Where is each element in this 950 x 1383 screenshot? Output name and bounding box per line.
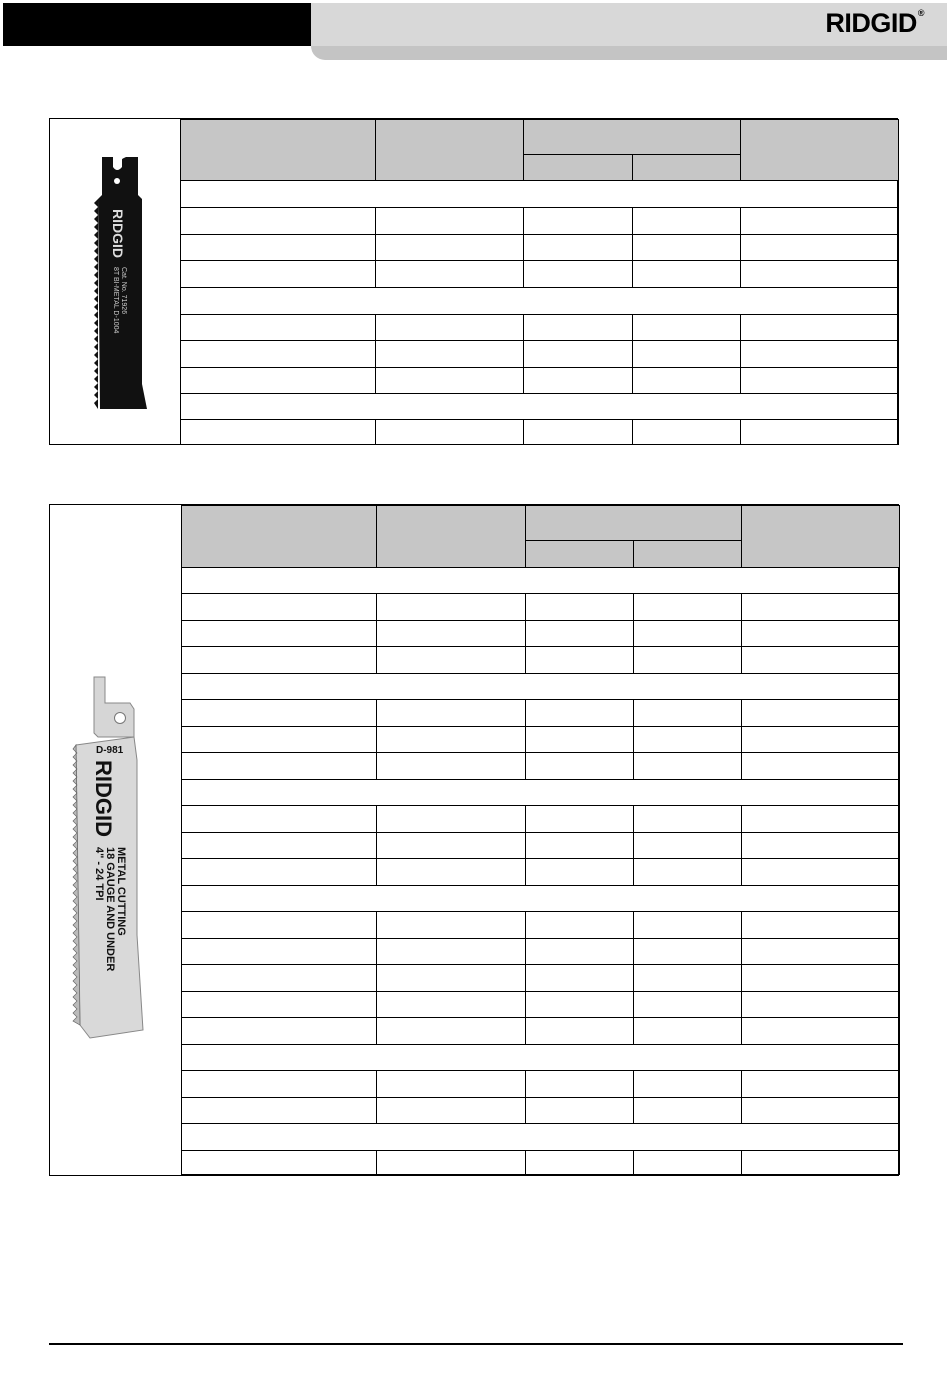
header-row <box>182 506 900 541</box>
table-row <box>182 1098 900 1124</box>
table-row <box>182 939 900 965</box>
table-row <box>182 1151 900 1175</box>
header-subcell <box>633 155 741 181</box>
section-row <box>181 288 899 315</box>
table-row <box>182 859 900 886</box>
brand-logo <box>825 8 924 39</box>
section-row <box>182 674 900 700</box>
header-black-bar <box>3 3 311 46</box>
table-row <box>181 341 899 368</box>
table-row <box>182 992 900 1018</box>
section-row <box>182 1124 900 1151</box>
table-row <box>181 315 899 341</box>
section-row <box>182 780 900 806</box>
table-row <box>182 753 900 780</box>
blade2-text-line-3: 4" - 24 TPI <box>93 847 105 901</box>
table-row <box>181 261 899 288</box>
blade2-brand: RIDGID <box>91 760 116 837</box>
section-row <box>182 1045 900 1071</box>
blade-image-cell-2 <box>50 505 182 1175</box>
blade-table-1 <box>49 118 898 445</box>
header-cell <box>742 506 900 568</box>
table-row <box>182 700 900 727</box>
table-row <box>182 965 900 992</box>
header-cell-group <box>526 506 742 541</box>
blade-image-cell-1 <box>50 119 181 444</box>
table-row <box>182 833 900 859</box>
header-subcell <box>526 541 634 568</box>
section-row <box>181 394 899 420</box>
header-cell <box>377 506 526 568</box>
header-cell <box>181 120 376 181</box>
blade2-text-line-2: 18 GAUGE AND UNDER <box>104 847 116 972</box>
header-cell <box>741 120 899 181</box>
table-row <box>182 912 900 939</box>
spec-grid-2 <box>181 505 900 1175</box>
section-row <box>181 181 899 208</box>
table-row <box>182 594 900 621</box>
silver-blade-image <box>50 505 181 1177</box>
blade-table-2 <box>49 504 899 1176</box>
blade1-text-line-2: 8T BI-METAL D-1004 <box>112 267 119 334</box>
table-row <box>181 368 899 394</box>
table-row <box>181 208 899 235</box>
registered-mark: ® <box>917 8 924 18</box>
table-row <box>182 727 900 753</box>
header-row <box>181 120 899 155</box>
header-cell <box>376 120 524 181</box>
blade1-brand: RIDGID <box>110 209 126 258</box>
table-row <box>182 806 900 833</box>
black-blade-image <box>50 119 180 446</box>
section-row <box>182 886 900 912</box>
blade1-text-line-1: Cat. No. 71926 <box>120 267 127 315</box>
table-row <box>182 647 900 674</box>
brand-logo-text: RIDGID <box>825 8 917 38</box>
header-subcell <box>524 155 633 181</box>
footer-rule <box>49 1343 903 1345</box>
header-grey-tail <box>311 46 947 60</box>
header-cell <box>182 506 377 568</box>
blade2-text-line-1: METAL CUTTING <box>115 847 127 936</box>
blade2-part-number: D-981 <box>96 745 124 756</box>
table-row <box>182 1071 900 1098</box>
header-cell-group <box>524 120 741 155</box>
table-row <box>182 1018 900 1045</box>
header-subcell <box>634 541 742 568</box>
spec-grid-1 <box>180 119 899 445</box>
table-row <box>181 420 899 445</box>
section-row <box>182 568 900 594</box>
table-row <box>182 621 900 647</box>
table-row <box>181 235 899 261</box>
